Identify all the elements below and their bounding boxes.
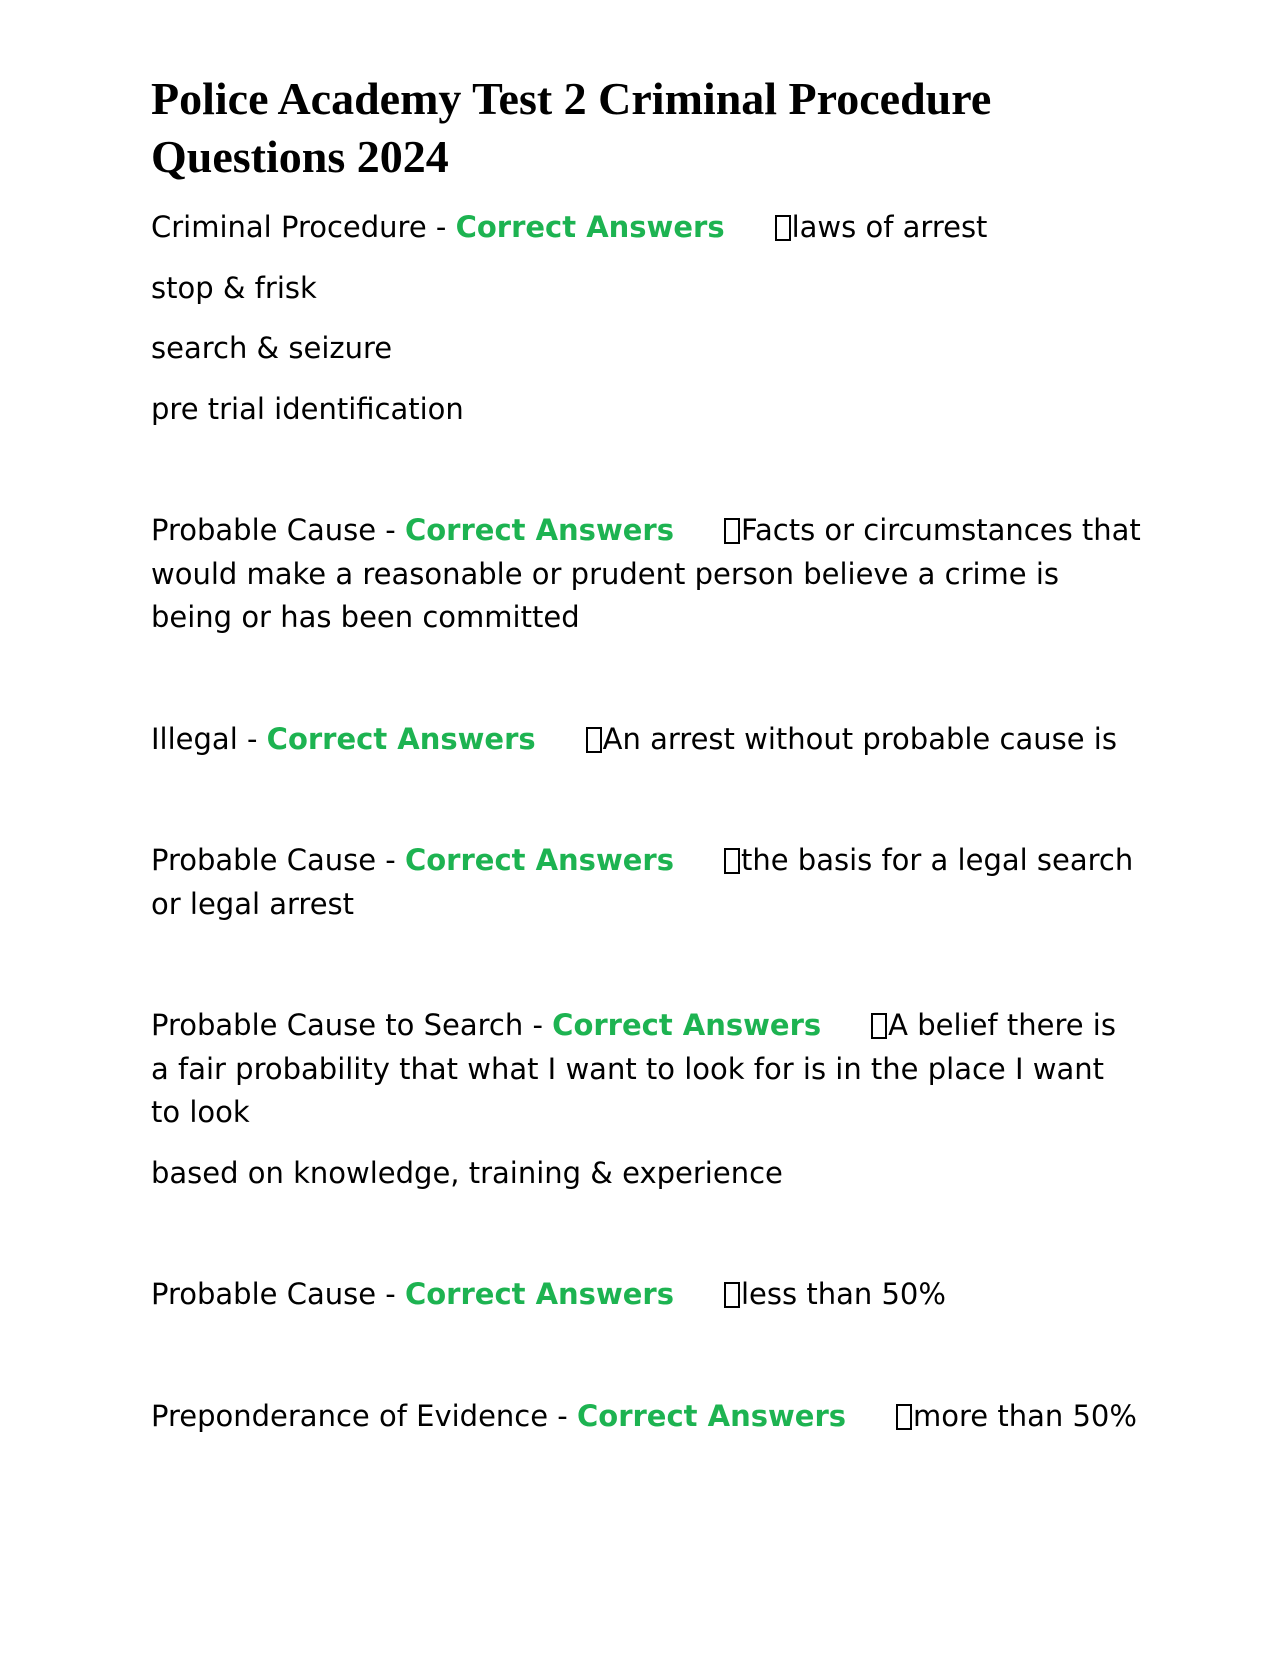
box-glyph-icon: [871, 1013, 887, 1039]
box-glyph-icon: [775, 215, 791, 241]
correct-answers-label: Correct Answers: [266, 721, 536, 756]
box-glyph-icon: [724, 848, 740, 874]
box-glyph-icon: [586, 727, 602, 753]
entry-term: Probable Cause -: [151, 513, 405, 547]
correct-answers-label: Correct Answers: [404, 843, 674, 877]
entry-answer: more than 50%: [913, 1398, 1137, 1433]
entry-answer: A belief there is a fair probability that what I want to look for is in the place I want to look: [151, 1008, 1116, 1129]
entry-term: Preponderance of Evidence -: [151, 1398, 577, 1433]
page-title: Police Academy Test 2 Criminal Procedure Questions 2024: [151, 73, 992, 182]
answer-line: based on knowledge, training & experience: [151, 1155, 783, 1190]
document-page: [151, 70, 1141, 1438]
qa-entry: [151, 1395, 1141, 1439]
box-glyph-icon: [724, 1282, 740, 1308]
correct-answers-label: Correct Answers: [404, 1277, 674, 1311]
entry-term: Criminal Procedure -: [151, 210, 456, 244]
qa-entry: [151, 1004, 1141, 1135]
qa-entry: [151, 206, 1141, 250]
box-glyph-icon: [724, 518, 740, 544]
qa-entry: [151, 718, 1141, 762]
qa-entry: [151, 839, 1141, 926]
answer-line: pre trial identification: [151, 391, 464, 426]
entry-term: Probable Cause -: [151, 1277, 405, 1311]
box-glyph-icon: [896, 1404, 912, 1430]
entry-answer: An arrest without probable cause is: [602, 721, 1117, 756]
entry-answer: less than 50%: [740, 1277, 946, 1311]
entry-answer: Facts or circumstances that would make a reasonable or prudent person believe a crime is being or has been committed: [151, 513, 1141, 634]
correct-answers-label: Correct Answers: [404, 513, 674, 547]
entry-term: Probable Cause -: [151, 843, 405, 877]
correct-answers-label: Correct Answers: [552, 1008, 822, 1042]
answer-line: search & seizure: [151, 331, 393, 365]
entry-term: Probable Cause to Search -: [151, 1008, 553, 1042]
qa-entry: [151, 1273, 1141, 1317]
correct-answers-label: Correct Answers: [455, 210, 725, 244]
correct-answers-label: Correct Answers: [577, 1398, 847, 1433]
answer-line: stop & frisk: [151, 270, 317, 305]
entry-answer: the basis for a legal search or legal arrest: [151, 843, 1134, 921]
qa-entry: [151, 509, 1141, 640]
entry-term: Illegal -: [151, 721, 267, 756]
entry-answer: laws of arrest: [791, 210, 988, 244]
